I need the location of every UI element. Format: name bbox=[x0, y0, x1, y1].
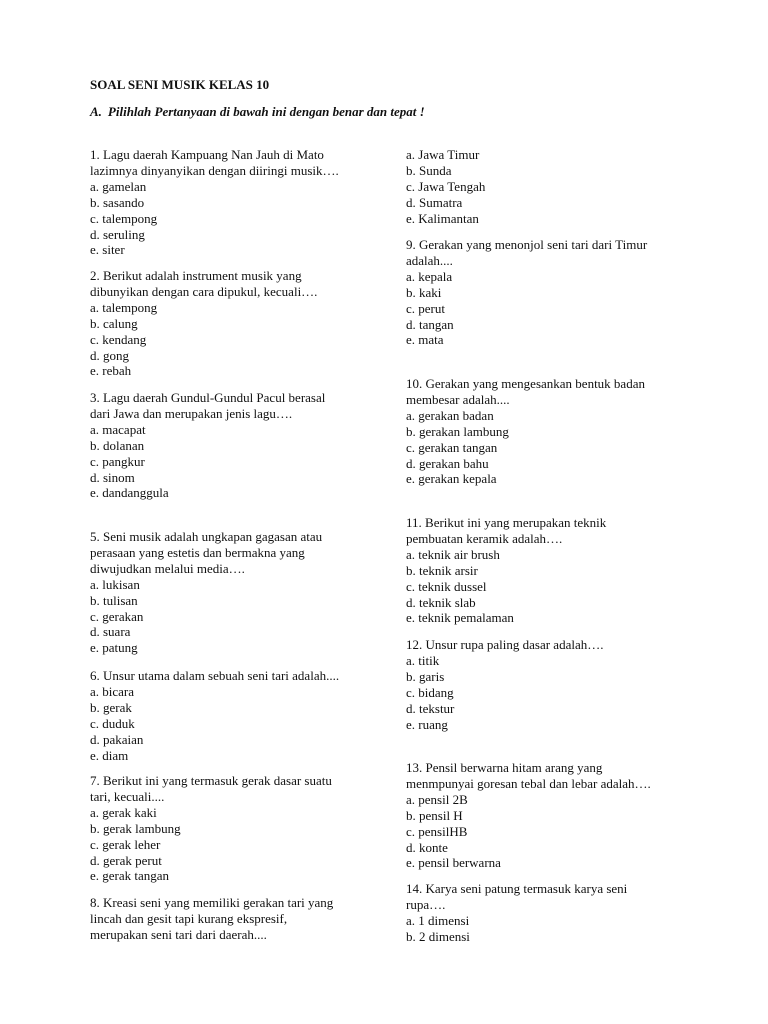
option: b. 2 dimensi bbox=[406, 928, 470, 944]
question-text: 14. Karya seni patung termasuk karya seni bbox=[406, 881, 628, 896]
option: d. gerakan bahu bbox=[406, 455, 489, 471]
option: b. garis bbox=[406, 668, 445, 684]
option: a. lukisan bbox=[90, 576, 140, 592]
option: e. gerak tangan bbox=[90, 868, 170, 884]
option: b. calung bbox=[90, 315, 138, 331]
option: b. gerak bbox=[90, 699, 132, 715]
question-text: pembuatan keramik adalah…. bbox=[406, 530, 563, 546]
question-13 bbox=[406, 760, 706, 871]
option: c. gerakan tangan bbox=[406, 439, 498, 455]
option: d. gerak perut bbox=[90, 852, 162, 868]
option: a. macapat bbox=[90, 421, 146, 437]
option: a. kepala bbox=[406, 268, 453, 284]
question-7 bbox=[90, 773, 380, 884]
option: e. teknik pemalaman bbox=[406, 610, 514, 626]
option: a. titik bbox=[406, 652, 440, 668]
option: b. dolanan bbox=[90, 437, 145, 453]
option: e. rebah bbox=[90, 363, 132, 379]
question-text: 13. Pensil berwarna hitam arang yang bbox=[406, 760, 603, 775]
option: d. Sumatra bbox=[406, 194, 463, 210]
option: e. siter bbox=[90, 242, 125, 258]
option: d. gong bbox=[90, 347, 129, 363]
option: d. konte bbox=[406, 839, 448, 855]
option: d. tangan bbox=[406, 316, 454, 332]
question-11 bbox=[406, 515, 706, 626]
question-text: 10. Gerakan yang mengesankan bentuk badan bbox=[406, 376, 645, 391]
section-instruction bbox=[90, 104, 425, 120]
question-text: 9. Gerakan yang menonjol seni tari dari Timur bbox=[406, 237, 648, 252]
option: d. teknik slab bbox=[406, 594, 476, 610]
option: c. kendang bbox=[90, 331, 147, 347]
question-text: dibunyikan dengan cara dipukul, kecuali…. bbox=[90, 283, 318, 299]
option: e. ruang bbox=[406, 716, 448, 732]
option: c. Jawa Tengah bbox=[406, 178, 486, 194]
option: d. sinom bbox=[90, 469, 135, 485]
option: b. gerakan lambung bbox=[406, 423, 509, 439]
question-text: merupakan seni tari dari daerah.... bbox=[90, 926, 267, 942]
question-text: tari, kecuali.... bbox=[90, 788, 165, 804]
option: c. duduk bbox=[90, 715, 135, 731]
question-text: 1. Lagu daerah Kampuang Nan Jauh di Mato bbox=[90, 147, 324, 162]
question-text: 12. Unsur rupa paling dasar adalah…. bbox=[406, 637, 604, 652]
question-text: rupa…. bbox=[406, 896, 446, 912]
question-text: lazimnya dinyanyikan dengan diiringi musik…. bbox=[90, 162, 339, 178]
option: b. teknik arsir bbox=[406, 562, 478, 578]
option: e. gerakan kepala bbox=[406, 471, 497, 487]
question-text: 11. Berikut ini yang merupakan teknik bbox=[406, 515, 607, 530]
question-text: 2. Berikut adalah instrument musik yang bbox=[90, 268, 302, 283]
question-text: menmpunyai goresan tebal dan lebar adalah…. bbox=[406, 775, 651, 791]
option: c. gerak leher bbox=[90, 836, 161, 852]
question-1 bbox=[90, 147, 380, 258]
option: e. diam bbox=[90, 747, 129, 763]
question-5 bbox=[90, 529, 380, 656]
option: e. mata bbox=[406, 332, 444, 348]
option: a. pensil 2B bbox=[406, 791, 468, 807]
option: d. pakaian bbox=[90, 731, 144, 747]
question-8-options bbox=[406, 147, 706, 227]
question-8 bbox=[90, 895, 380, 943]
option: c. pensilHB bbox=[406, 823, 468, 839]
option: b. kaki bbox=[406, 284, 442, 300]
option: c. talempong bbox=[90, 210, 158, 226]
question-14 bbox=[406, 881, 706, 945]
question-text: 6. Unsur utama dalam sebuah seni tari adalah.... bbox=[90, 668, 340, 683]
question-9 bbox=[406, 237, 706, 348]
option: a. gerakan badan bbox=[406, 407, 494, 423]
question-text: lincah dan gesit tapi kurang ekspresif, bbox=[90, 910, 288, 926]
option: e. dandanggula bbox=[90, 485, 169, 501]
option: c. bidang bbox=[406, 684, 454, 700]
option: d. suara bbox=[90, 624, 131, 640]
option: e. patung bbox=[90, 640, 138, 656]
question-2 bbox=[90, 268, 380, 379]
question-text: perasaan yang estetis dan bermakna yang bbox=[90, 544, 305, 560]
question-text: 8. Kreasi seni yang memiliki gerakan tari yang bbox=[90, 895, 334, 910]
question-text: 5. Seni musik adalah ungkapan gagasan atau bbox=[90, 529, 323, 544]
option: b. gerak lambung bbox=[90, 820, 181, 836]
document-title: SOAL SENI MUSIK KELAS 10 bbox=[90, 77, 270, 92]
option: a. gerak kaki bbox=[90, 804, 157, 820]
option: b. pensil H bbox=[406, 807, 463, 823]
option: e. Kalimantan bbox=[406, 210, 479, 226]
question-3 bbox=[90, 390, 380, 501]
question-10 bbox=[406, 376, 706, 487]
question-text: dari Jawa dan merupakan jenis lagu…. bbox=[90, 405, 293, 421]
question-12 bbox=[406, 637, 706, 732]
question-text: 7. Berikut ini yang termasuk gerak dasar suatu bbox=[90, 773, 332, 788]
option: c. perut bbox=[406, 300, 445, 316]
question-text: adalah.... bbox=[406, 252, 453, 268]
option: a. teknik air brush bbox=[406, 546, 500, 562]
option: a. 1 dimensi bbox=[406, 912, 470, 928]
option: a. gamelan bbox=[90, 178, 147, 194]
option: c. pangkur bbox=[90, 453, 145, 469]
option: b. sasando bbox=[90, 194, 145, 210]
option: d. seruling bbox=[90, 226, 145, 242]
option: c. gerakan bbox=[90, 608, 144, 624]
option: e. pensil berwarna bbox=[406, 855, 501, 871]
option: c. teknik dussel bbox=[406, 578, 487, 594]
section-letter: A. bbox=[90, 104, 102, 119]
question-text: membesar adalah.... bbox=[406, 391, 510, 407]
question-text: diwujudkan melalui media…. bbox=[90, 560, 245, 576]
question-6 bbox=[90, 668, 380, 763]
option: b. tulisan bbox=[90, 592, 138, 608]
option: a. talempong bbox=[90, 299, 158, 315]
option: d. tekstur bbox=[406, 700, 455, 716]
option: b. Sunda bbox=[406, 162, 452, 178]
question-text: 3. Lagu daerah Gundul-Gundul Pacul berasal bbox=[90, 390, 326, 405]
option: a. bicara bbox=[90, 683, 135, 699]
section-text: Pilihlah Pertanyaan di bawah ini dengan benar dan tepat ! bbox=[107, 104, 425, 119]
option: a. Jawa Timur bbox=[406, 147, 480, 162]
